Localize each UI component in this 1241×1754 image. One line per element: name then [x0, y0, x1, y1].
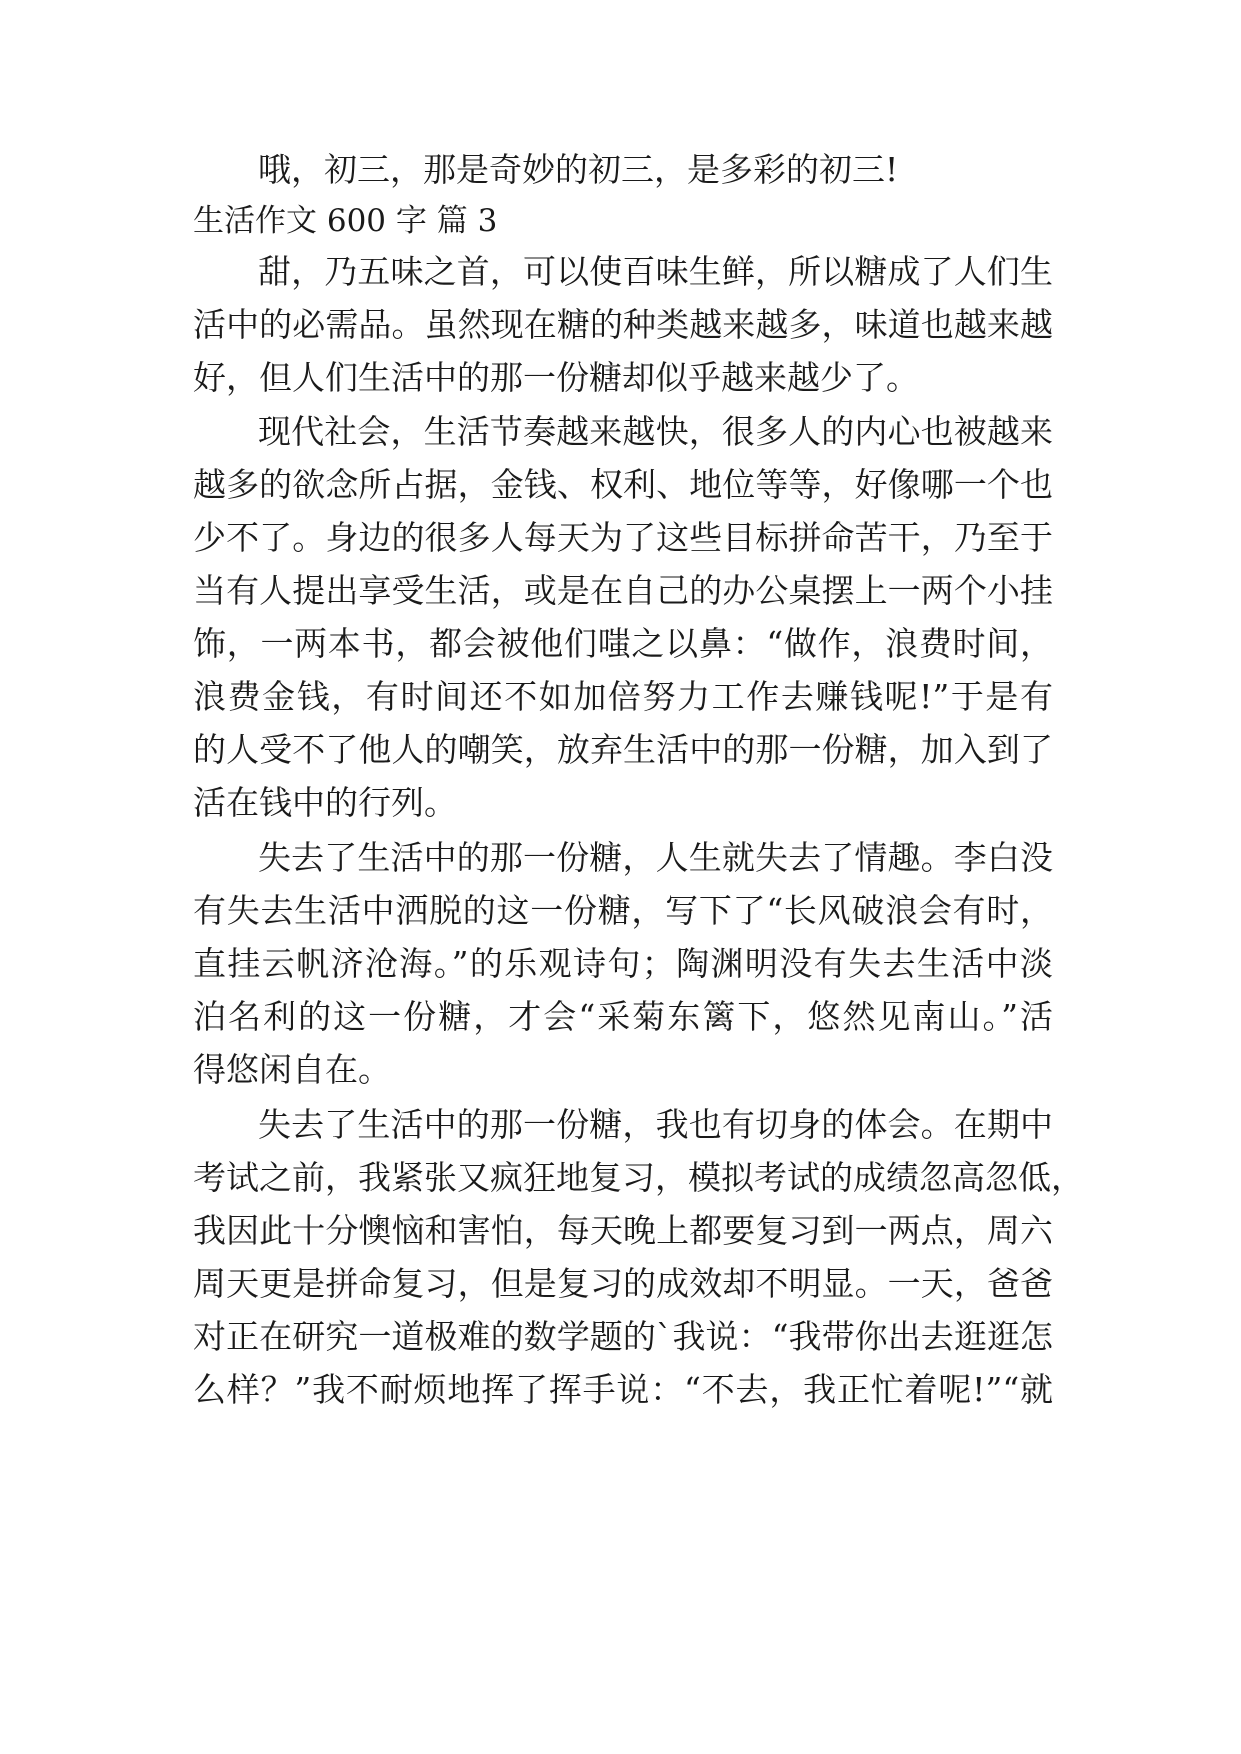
paragraph-line: 得悠闲自在。 [193, 1050, 391, 1089]
paragraph-line: 浪费金钱，有时间还不如加倍努力工作去赚钱呢!”于是有 [193, 677, 1053, 716]
paragraph-line: 考试之前，我紧张又疯狂地复习，模拟考试的成绩忽高忽低， [193, 1158, 1084, 1197]
paragraph-line: 失去了生活中的那一份糖，人生就失去了情趣。李白没 [258, 838, 1053, 877]
paragraph-line: 越多的欲念所占据，金钱、权利、地位等等，好像哪一个也 [193, 465, 1053, 504]
opening-line: 哦，初三，那是奇妙的初三，是多彩的初三! [258, 150, 899, 189]
paragraph-line: 有失去生活中洒脱的这一份糖，写下了“长风破浪会有时， [193, 891, 1053, 930]
paragraph-line: 失去了生活中的那一份糖，我也有切身的体会。在期中 [258, 1105, 1053, 1144]
paragraph-line: 现代社会，生活节奏越来越快，很多人的内心也被越来 [258, 412, 1053, 451]
section-heading: 生活作文 600 字 篇 3 [193, 203, 498, 239]
paragraph-line: 当有人提出享受生活，或是在自己的办公桌摆上一两个小挂 [193, 571, 1053, 610]
paragraph-line: 好，但人们生活中的那一份糖却似乎越来越少了。 [193, 358, 919, 397]
paragraph-line: 么样？”我不耐烦地挥了挥手说：“不去，我正忙着呢!”“就 [193, 1370, 1053, 1409]
paragraph-line: 的人受不了他人的嘲笑，放弃生活中的那一份糖，加入到了 [193, 730, 1053, 769]
paragraph-line: 直挂云帆济沧海。”的乐观诗句；陶渊明没有失去生活中淡 [193, 944, 1053, 983]
paragraph-line: 活中的必需品。虽然现在糖的种类越来越多，味道也越来越 [193, 305, 1053, 344]
paragraph-line: 活在钱中的行列。 [193, 783, 457, 822]
paragraph-line: 甜，乃五味之首，可以使百味生鲜，所以糖成了人们生 [258, 252, 1053, 291]
paragraph-line: 对正在研究一道极难的数学题的`我说：“我带你出去逛逛怎 [193, 1317, 1053, 1356]
paragraph-line: 周天更是拼命复习，但是复习的成效却不明显。一天，爸爸 [193, 1264, 1053, 1303]
paragraph-line: 少不了。身边的很多人每天为了这些目标拼命苦干，乃至于 [193, 518, 1053, 557]
paragraph-line: 饰，一两本书，都会被他们嗤之以鼻：“做作，浪费时间， [193, 624, 1053, 663]
paragraph-line: 泊名利的这一份糖，才会“采菊东篱下，悠然见南山。”活 [193, 997, 1053, 1036]
paragraph-line: 我因此十分懊恼和害怕，每天晚上都要复习到一两点，周六 [193, 1211, 1053, 1250]
